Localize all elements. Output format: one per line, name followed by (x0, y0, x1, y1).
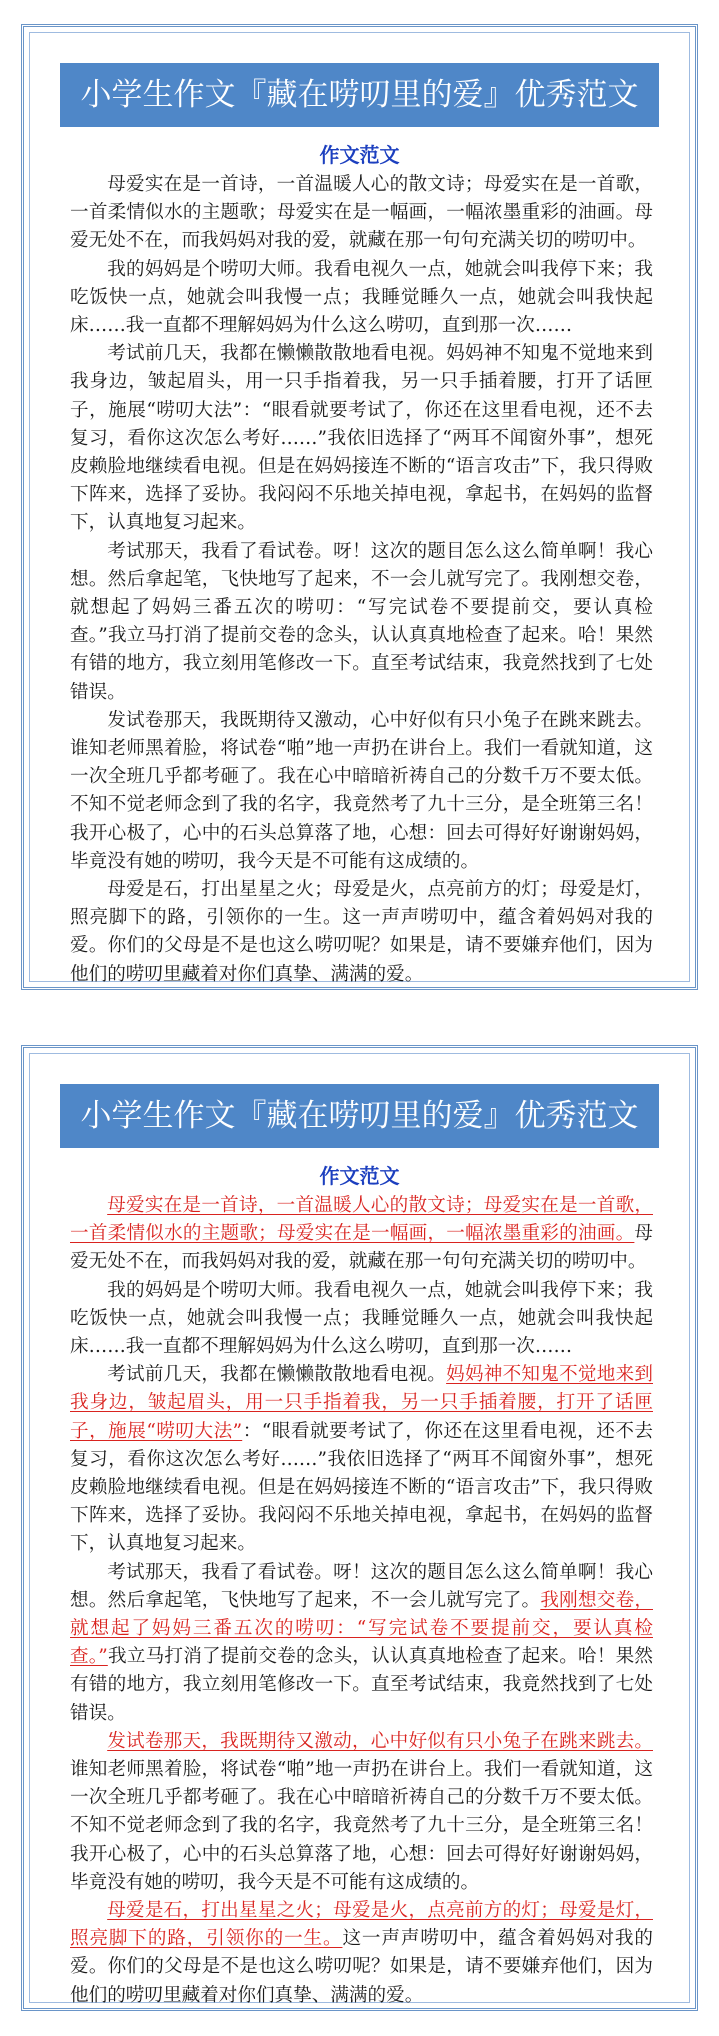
sentence: 我立马打消了提前交卷的念头，认认真真地检查了起来。哈！果然有错的地方，我立刻用笔修改一下。直至考试结束，我竟然找到了七处错误。 (70, 1646, 653, 1724)
essay-card-plain (21, 24, 698, 990)
title-banner: 小学生作文『藏在唠叨里的爱』优秀范文 (60, 63, 659, 127)
paragraph (70, 1361, 653, 1558)
paragraph (70, 1897, 653, 2010)
highlighted-sentence: 我刚想交卷，就想起了妈妈三番五次的唠叨：“写完试卷不要提前交，要认真检查。” (70, 1589, 653, 1668)
paragraph (70, 1277, 653, 1362)
sentence: 考试前几天，我都在懒懒散散地看电视。 (107, 1364, 447, 1386)
paragraph: 发试卷那天，我既期待又激动，心中好似有只小兔子在跳来跳去。谁知老师黑着脸，将试卷“啪”地一声扔在讲台上。我们一看就知道，这一次全班几乎都考砸了。我在心中暗暗祈祷自己的分数千万不要太低。不知不觉老师念到了我的名字，我竟然考了九十三分，是全班第三名！我开心极了，心中的石头总算落了地，心想：回去可得好好谢谢妈妈，毕竟没有她的唠叨，我今天是不可能有这成绩的。 (70, 709, 653, 872)
section-subtitle: 作文范文 (319, 143, 400, 167)
title-banner: 小学生作文『藏在唠叨里的爱』优秀范文 (60, 1084, 659, 1148)
sentence: 这一声声唠叨中，蕴含着妈妈对我的爱。你们的父母是不是也这么唠叨呢？如果是，请不要嫌弃他们，因为他们的唠叨里藏着对你们真挚、满满的爱。 (70, 1928, 653, 2006)
essay-card-highlighted (21, 1045, 698, 2011)
sentence: ：“眼看就要考试了，你还在这里看电视，还不去复习，看你这次怎么考好……”我依旧选择了“两耳不闻窗外事”，想死皮赖脸地继续看电视。但是在妈妈接连不断的“语言攻击”下，我只得败下阵来，选择了妥协。我闷闷不乐地关掉电视，拿起书，在妈妈的监督下，认真地复习起来。 (70, 1420, 654, 1555)
paragraph: 母爱是石，打出星星之火；母爱是火，点亮前方的灯；母爱是灯，照亮脚下的路，引领你的一生。这一声声唠叨中，蕴含着妈妈对我的爱。你们的父母是不是也这么唠叨呢？如果是，请不要嫌弃他们，因为他们的唠叨里藏着对你们真挚、满满的爱。 (70, 879, 653, 985)
paragraph: 母爱实在是一首诗，一首温暖人心的散文诗；母爱实在是一首歌，一首柔情似水的主题歌；母爱实在是一幅画，一幅浓墨重彩的油画。母爱无处不在，而我妈妈对我的爱，就藏在那一句句充满关切的唠叨中。 (70, 174, 653, 252)
sentence: 考试那天，我看了看试卷。呀！这次的题目怎么这么简单啊！我心想。然后拿起笔，飞快地写了起来，不一会儿就写完了。 (70, 1561, 653, 1611)
sentence: 谁知老师黑着脸，将试卷“啪”地一声扔在讲台上。我们一看就知道，这一次全班几乎都考砸了。我在心中暗暗祈祷自己的分数千万不要太低。不知不觉老师念到了我的名字，我竟然考了九十三分，是全班第三名！我开心极了，心中的石头总算落了地，心想：回去可得好好谢谢妈妈，毕竟没有她的唠叨，我今天是不可能有这成绩的。 (70, 1759, 653, 1893)
sentence: 母爱无处不在，而我妈妈对我的爱，就藏在那一句句充满关切的唠叨中。 (70, 1223, 653, 1273)
section-subtitle: 作文范文 (319, 1164, 400, 1188)
highlighted-sentence: 母爱是石，打出星星之火；母爱是火，点亮前方的灯；母爱是灯，照亮脚下的路，引领你的一生。 (70, 1900, 653, 1950)
sentence: 我的妈妈是个唠叨大师。我看电视久一点，她就会叫我停下来；我吃饭快一点，她就会叫我慢一点；我睡觉睡久一点，她就会叫我快起床……我一直都不理解妈妈为什么这么唠叨，直到那一次…… (70, 1279, 653, 1358)
essay-body-highlighted (70, 1192, 653, 2010)
paragraph (70, 1728, 653, 1897)
paragraph (70, 1559, 653, 1728)
highlighted-sentence: 母爱实在是一首诗，一首温暖人心的散文诗；母爱实在是一首歌，一首柔情似水的主题歌；母爱实在是一幅画，一幅浓墨重彩的油画。 (70, 1195, 653, 1245)
essay-body (70, 171, 653, 989)
paragraph: 考试前几天，我都在懒懒散散地看电视。妈妈神不知鬼不觉地来到我身边，皱起眉头，用一只手指着我，另一只手插着腰，打开了话匣子，施展“唠叨大法”：“眼看就要考试了，你还在这里看电视，还不去复习，看你这次怎么考好……”我依旧选择了“两耳不闻窗外事”，想死皮赖脸地继续看电视。但是在妈妈接连不断的“语言攻击”下，我只得败下阵来，选择了妥协。我闷闷不乐地关掉电视，拿起书，在妈妈的监督下，认真地复习起来。 (70, 343, 653, 534)
highlighted-sentence: 妈妈神不知鬼不觉地来到我身边，皱起眉头，用一只手指着我，另一只手插着腰，打开了话匣子，施展“唠叨大法” (70, 1364, 653, 1442)
paragraph (70, 1192, 653, 1277)
paragraph: 我的妈妈是个唠叨大师。我看电视久一点，她就会叫我停下来；我吃饭快一点，她就会叫我慢一点；我睡觉睡久一点，她就会叫我快起床……我一直都不理解妈妈为什么这么唠叨，直到那一次…… (70, 258, 653, 337)
highlighted-sentence: 发试卷那天，我既期待又激动，心中好似有只小兔子在跳来跳去。 (107, 1730, 653, 1752)
paragraph: 考试那天，我看了看试卷。呀！这次的题目怎么这么简单啊！我心想。然后拿起笔，飞快地写了起来，不一会儿就写完了。我刚想交卷，就想起了妈妈三番五次的唠叨：“写完试卷不要提前交，要认真检查。”我立马打消了提前交卷的念头，认认真真地检查了起来。哈！果然有错的地方，我立刻用笔修改一下。直至考试结束，我竟然找到了七处错误。 (70, 540, 653, 703)
